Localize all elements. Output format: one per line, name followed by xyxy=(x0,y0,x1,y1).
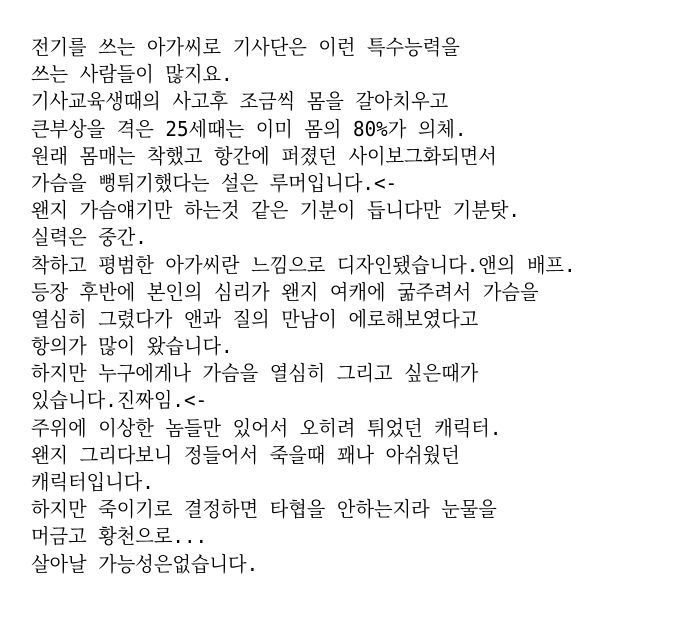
text-line-1: 전기를 쓰는 아가씨로 기사단은 이런 특수능력을 xyxy=(31,35,460,59)
text-line-4: 큰부상을 격은 25세때는 이미 몸의 80%가 의체. xyxy=(31,116,467,141)
text-line-13: 하지만 누구에게나 가슴을 열심히 그리고 싶은때가 xyxy=(31,361,479,386)
document-body xyxy=(31,34,681,578)
text-line-6: 가슴을 뻥튀기했다는 설은 루머입니다.<- xyxy=(31,170,398,195)
text-line-17: 캐릭터입니다. xyxy=(31,470,154,494)
text-line-18: 하지만 죽이기로 결정하면 타협을 안하는지라 눈물을 xyxy=(31,497,497,522)
text-line-15: 주위에 이상한 놈들만 있어서 오히려 튀었던 캐릭터. xyxy=(31,415,502,440)
text-line-7: 왠지 가슴얘기만 하는것 같은 기분이 듭니다만 기분탓. xyxy=(31,198,520,223)
text-line-2: 쓰는 사람들이 많지요. xyxy=(31,62,233,87)
text-line-9: 착하고 평범한 아가씨란 느낌으로 디자인됐습니다.앤의 배프. xyxy=(31,252,576,277)
text-line-20: 살아날 가능성은없습니다. xyxy=(31,551,259,576)
text-line-11: 열심히 그렸다가 앤과 질의 만남이 에로해보였다고 xyxy=(31,306,479,331)
text-line-19: 머금고 황천으로... xyxy=(31,524,208,549)
text-line-12: 항의가 많이 왔습니다. xyxy=(31,334,233,359)
text-line-5: 원래 몸매는 착했고 항간에 퍼졌던 사이보그화되면서 xyxy=(31,143,497,168)
text-line-16: 왠지 그리다보니 정들어서 죽을때 꽤나 아쉬웠던 xyxy=(31,442,460,467)
text-line-14: 있습니다.진짜임.<- xyxy=(31,388,208,413)
text-line-3: 기사교육생때의 사고후 조금씩 몸을 갈아치우고 xyxy=(31,89,449,114)
text-line-10: 등장 후반에 본인의 심리가 왠지 여캐에 굶주려서 가슴을 xyxy=(31,279,539,304)
text-line-8: 실력은 중간. xyxy=(31,225,147,250)
